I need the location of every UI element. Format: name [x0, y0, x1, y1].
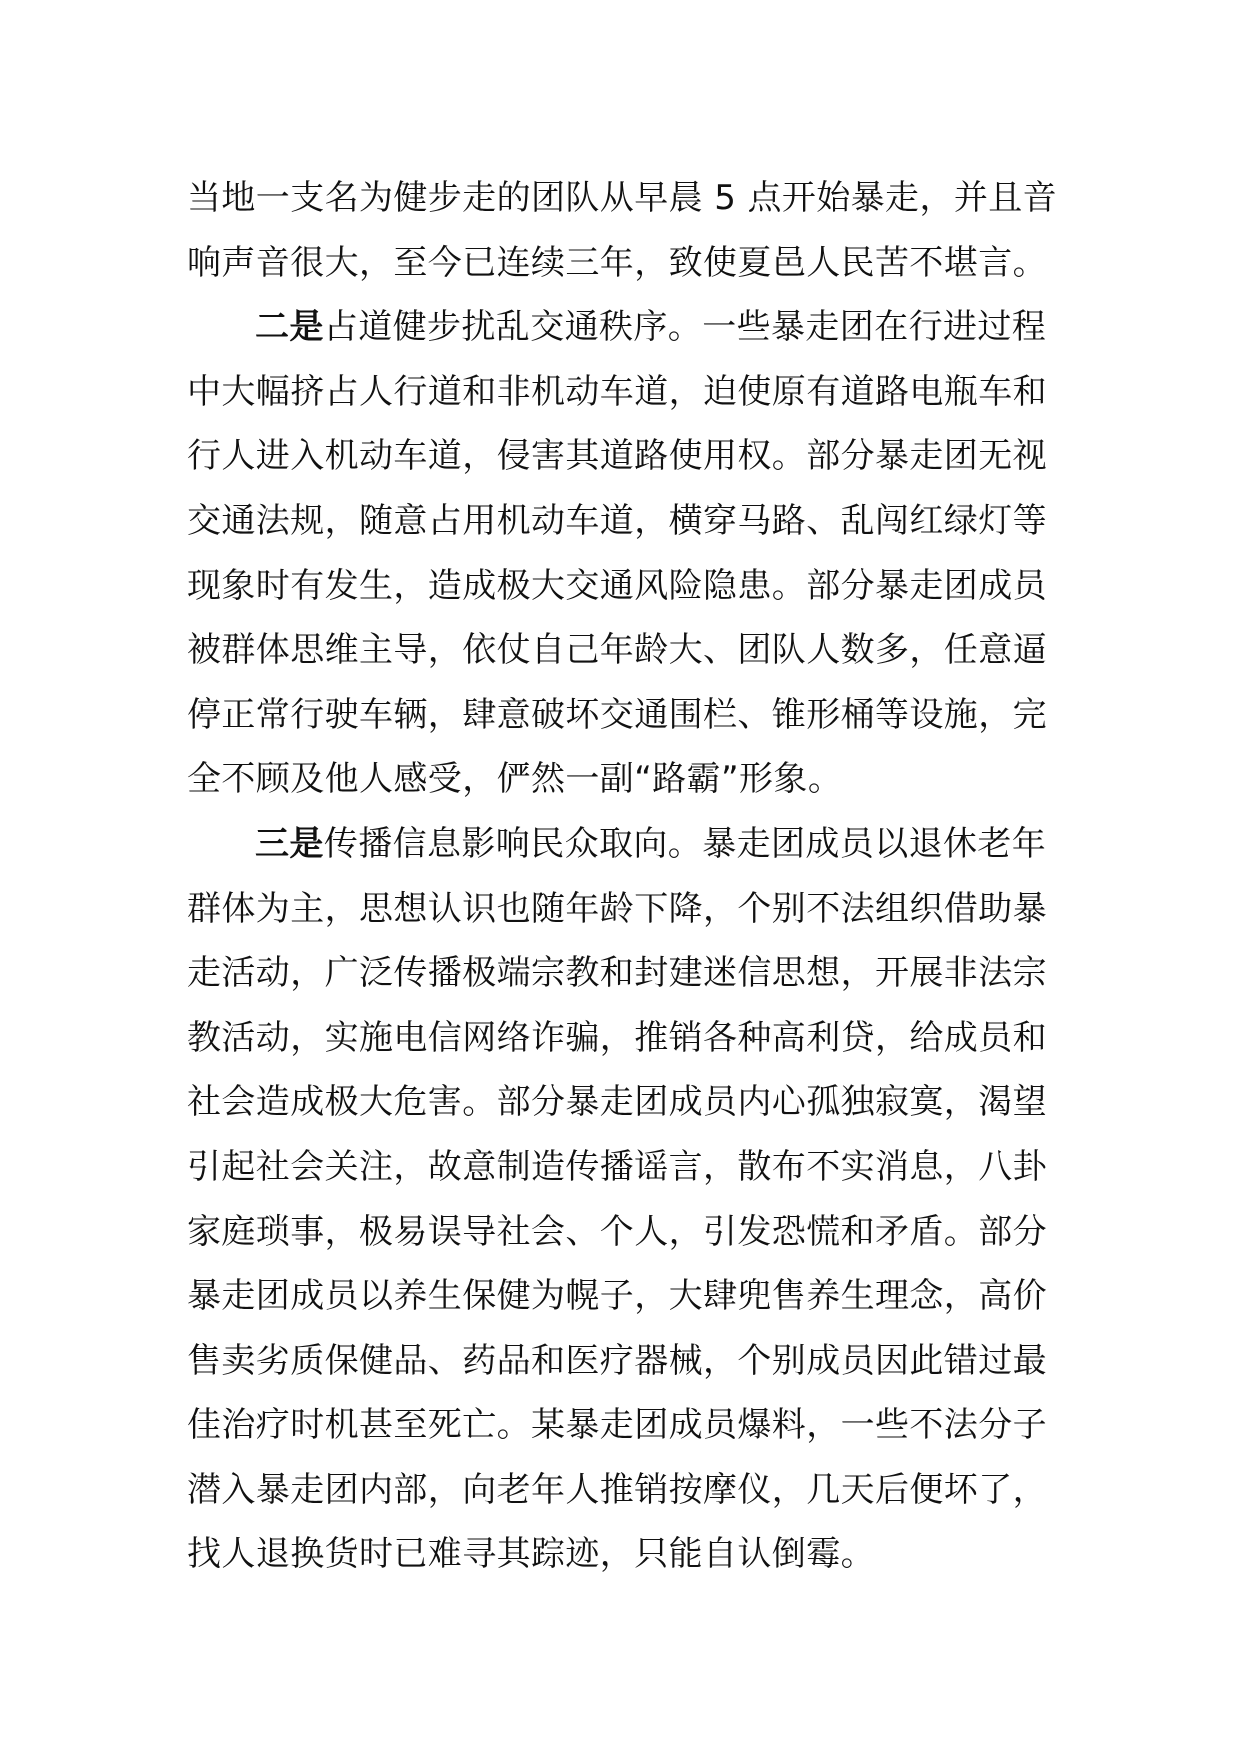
document-body: [187, 166, 1058, 1587]
paragraph-continuation: [187, 166, 1058, 295]
text-line: 家庭琐事，极易误导社会、个人，引发恐慌和矛盾。部分: [187, 1211, 1047, 1252]
text-line: 被群体思维主导，依仗自己年龄大、团队人数多，任意逼: [187, 630, 1047, 671]
text-line: 当地一支名为健步走的团队从早晨 5 点开始暴走，并且音: [187, 178, 1058, 218]
text-line: [187, 295, 1047, 360]
text-line: 全不顾及他人感受，俨然一副“路霸”形象。: [187, 759, 843, 800]
text-line: 引起社会关注，故意制造传播谣言，散布不实消息，八卦: [187, 1146, 1047, 1187]
text-line: 找人退换货时已难寻其踪迹，只能自认倒霉。: [187, 1534, 875, 1575]
text-line: 佳治疗时机甚至死亡。某暴走团成员爆料，一些不法分子: [187, 1405, 1047, 1446]
text-line: 现象时有发生，造成极大交通风险隐患。部分暴走团成员: [187, 565, 1047, 606]
paragraph-point-three: [187, 812, 1047, 1587]
paragraph-lead-label: 三是: [255, 823, 324, 864]
text-line: 售卖劣质保健品、药品和医疗器械，个别成员因此错过最: [187, 1340, 1047, 1381]
text-line: 行人进入机动车道，侵害其道路使用权。部分暴走团无视: [187, 436, 1047, 477]
paragraph-point-two: [187, 295, 1047, 812]
text-line: 中大幅挤占人行道和非机动车道，迫使原有道路电瓶车和: [187, 371, 1047, 412]
text-line: 响声音很大，至今已连续三年，致使夏邑人民苦不堪言。: [187, 242, 1047, 283]
text-line: 交通法规，随意占用机动车道，横穿马路、乱闯红绿灯等: [187, 500, 1047, 541]
text-run: 占道健步扰乱交通秩序。一些暴走团在行进过程: [323, 307, 1047, 348]
text-line: 走活动，广泛传播极端宗教和封建迷信思想，开展非法宗: [187, 953, 1047, 994]
paragraph-lead-label: 二是: [255, 307, 324, 348]
text-line: 教活动，实施电信网络诈骗，推销各种高利贷，给成员和: [187, 1017, 1047, 1058]
text-line: [187, 812, 1047, 877]
text-line: 潜入暴走团内部，向老年人推销按摩仪，几天后便坏了，: [187, 1469, 1047, 1510]
text-line: 群体为主，思想认识也随年龄下降，个别不法组织借助暴: [187, 888, 1047, 929]
text-line: 停正常行驶车辆，肆意破坏交通围栏、锥形桶等设施，完: [187, 694, 1047, 735]
text-line: 暴走团成员以养生保健为幌子，大肆兜售养生理念，高价: [187, 1276, 1047, 1317]
text-run: 传播信息影响民众取向。暴走团成员以退休老年: [323, 823, 1047, 864]
text-line: 社会造成极大危害。部分暴走团成员内心孤独寂寞，渴望: [187, 1082, 1047, 1123]
